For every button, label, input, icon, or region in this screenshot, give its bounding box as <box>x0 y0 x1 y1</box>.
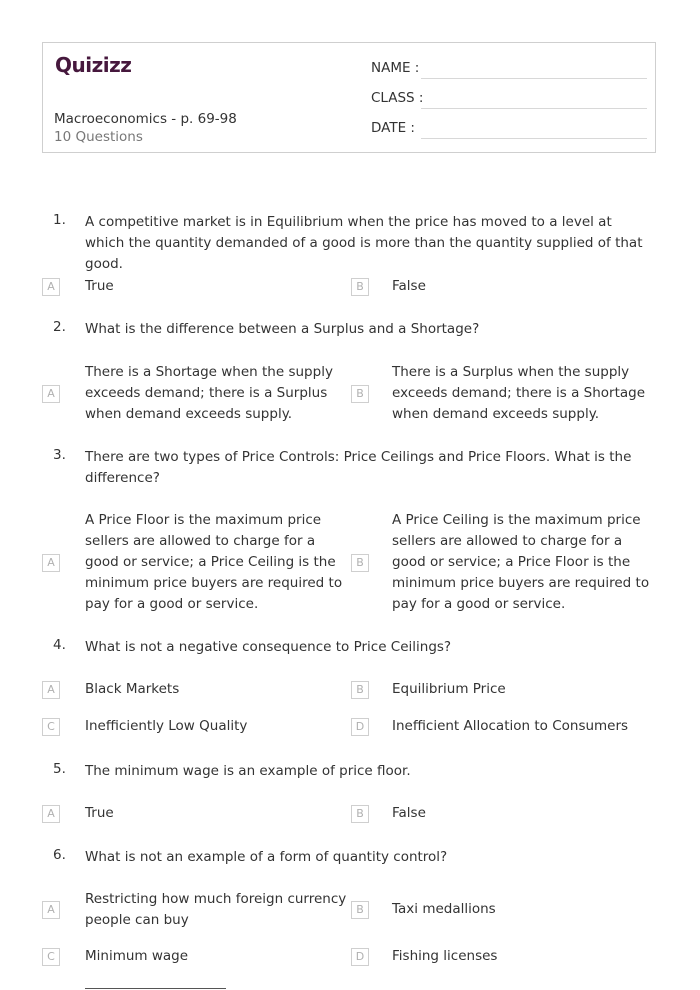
option-text-a[interactable]: True <box>85 805 114 821</box>
option-letter-b[interactable]: B <box>351 681 369 699</box>
quizizz-logo: Quizizz <box>55 53 132 77</box>
question-text: What is not an example of a form of quantity control? <box>85 849 448 865</box>
question-number: 6. <box>53 847 66 863</box>
question-count: 10 Questions <box>54 129 143 145</box>
name-field[interactable] <box>421 78 647 79</box>
option-text-a[interactable]: A Price Floor is the maximum price sellers are allowed to charge for a good or service; a Price Ceiling is the minimum price buyers are required to pay for a good or service. <box>85 512 343 612</box>
name-label: NAME : <box>371 60 420 76</box>
option-text-a[interactable]: True <box>85 278 114 294</box>
option-text-b[interactable]: False <box>392 278 426 294</box>
option-letter-c[interactable]: C <box>42 718 60 736</box>
question-text: The minimum wage is an example of price floor. <box>85 763 411 779</box>
date-field[interactable] <box>421 138 647 139</box>
option-letter-a[interactable]: A <box>42 901 60 919</box>
footer-divider <box>85 988 226 989</box>
option-letter-b[interactable]: B <box>351 278 369 296</box>
option-letter-a[interactable]: A <box>42 278 60 296</box>
question-number: 3. <box>53 447 66 463</box>
option-letter-d[interactable]: D <box>351 718 369 736</box>
option-text-a[interactable]: Restricting how much foreign currency people can buy <box>85 891 347 928</box>
option-letter-a[interactable]: A <box>42 385 60 403</box>
option-letter-b[interactable]: B <box>351 554 369 572</box>
worksheet-title: Macroeconomics - p. 69-98 <box>54 111 237 127</box>
question-number: 1. <box>53 212 66 228</box>
option-text-b[interactable]: Taxi medallions <box>392 901 496 917</box>
option-letter-a[interactable]: A <box>42 554 60 572</box>
option-text-a[interactable]: There is a Shortage when the supply exceeds demand; there is a Surplus when demand exceeds supply. <box>85 364 333 422</box>
option-letter-a[interactable]: A <box>42 681 60 699</box>
class-field[interactable] <box>421 108 647 109</box>
option-text-b[interactable]: A Price Ceiling is the maximum price sellers are allowed to charge for a good or service; a Price Floor is the minimum price buyers are required to pay for a good or service. <box>392 512 650 612</box>
question-text: There are two types of Price Controls: Price Ceilings and Price Floors. What is the difference? <box>85 449 632 486</box>
question-text: What is the difference between a Surplus and a Shortage? <box>85 321 480 337</box>
question-number: 2. <box>53 319 66 335</box>
option-text-b[interactable]: Equilibrium Price <box>392 681 506 697</box>
question-number: 4. <box>53 637 66 653</box>
option-letter-b[interactable]: B <box>351 901 369 919</box>
option-letter-b[interactable]: B <box>351 805 369 823</box>
option-text-b[interactable]: False <box>392 805 426 821</box>
option-text-d[interactable]: Inefficient Allocation to Consumers <box>392 718 629 734</box>
worksheet-header <box>42 42 656 153</box>
date-label: DATE : <box>371 120 415 136</box>
option-letter-a[interactable]: A <box>42 805 60 823</box>
question-number: 5. <box>53 761 66 777</box>
question-text: What is not a negative consequence to Price Ceilings? <box>85 639 452 655</box>
class-label: CLASS : <box>371 90 424 106</box>
option-text-b[interactable]: There is a Surplus when the supply exceeds demand; there is a Shortage when demand exceeds supply. <box>392 364 646 422</box>
option-text-c[interactable]: Minimum wage <box>85 948 189 964</box>
option-letter-c[interactable]: C <box>42 948 60 966</box>
option-text-d[interactable]: Fishing licenses <box>392 948 498 964</box>
option-letter-d[interactable]: D <box>351 948 369 966</box>
question-text: A competitive market is in Equilibrium when the price has moved to a level at which the quantity demanded of a good is more than the quantity supplied of that good. <box>85 214 643 272</box>
option-text-c[interactable]: Inefficiently Low Quality <box>85 718 248 734</box>
option-text-a[interactable]: Black Markets <box>85 681 180 697</box>
option-letter-b[interactable]: B <box>351 385 369 403</box>
